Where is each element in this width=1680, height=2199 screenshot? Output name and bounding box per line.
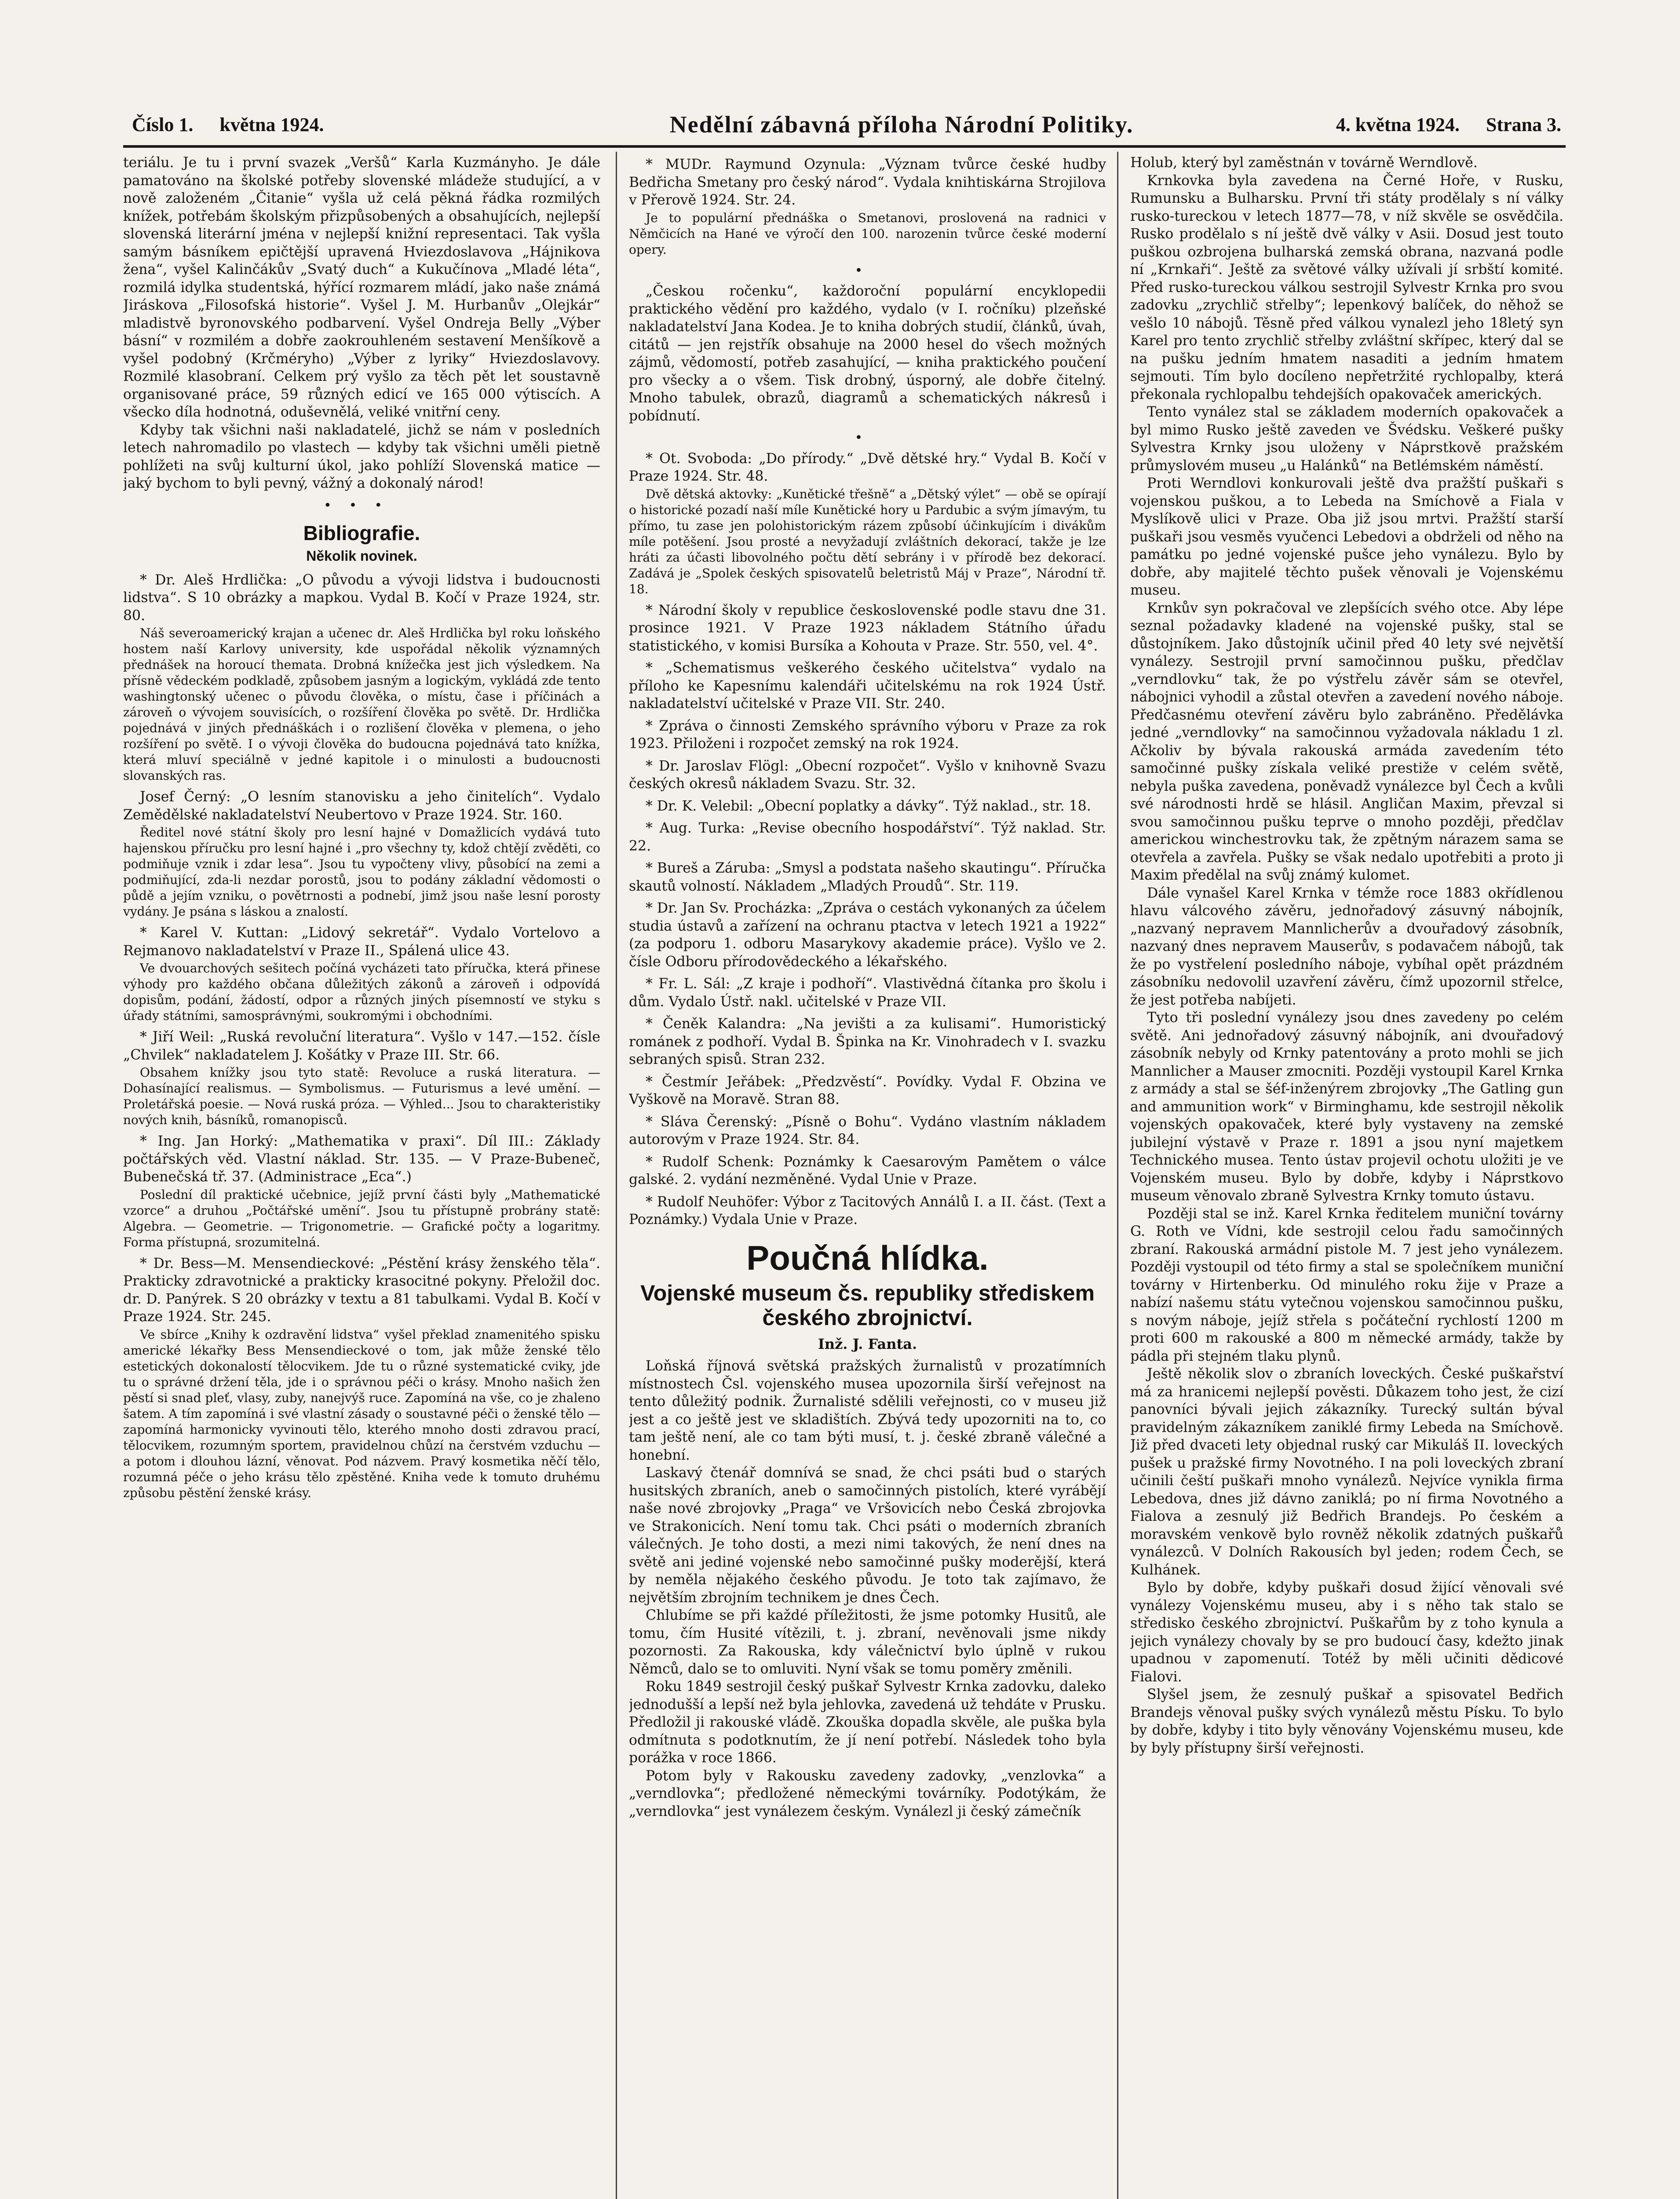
article-paragraph: Proti Werndlovi konkurovali ještě dva pražští puškaři s vojenskou puškou, a to Lebeda na Smíchově a Fiala v Myslíkově ulici v Praze. Oba již jsou mrtvi. Pražští starší puškaři jsou vesměs vyučenci Lebedovi a obdrželi od něho na památku po jedné vojenské pušce jeho vynálezu. Bylo by dobře, aby majitelé těchto pušek věnovali je Vojenskému museu. xyxy=(1130,475,1563,598)
bibliography-entry xyxy=(629,1153,1106,1189)
article-paragraph: Slyšel jsem, že zesnulý puškař a spisovatel Bedřich Brandejs věnoval pušky svých vynálezů městu Písku. To bylo by dobře, kdyby i tito byly věnovány Vojenskému museu, kde by byly přístupny širší veřejnosti. xyxy=(1130,1687,1563,1756)
entry-head: Josef Černý: „O lesním stanovisku a jeho činitelích“. Vydalo Zemědělské nakladatelství Neubertovo v Praze 1924. Str. 160. xyxy=(123,789,600,823)
article-paragraph: Chlubíme se při každé příležitosti, že jsme potomky Husitů, ale tomu, čím Husité vítězili, t. j. zbraní, nevěnovali jsme nikdy pozornosti. Za Rakouska, kdy válečnictví bylo úplně v rukou Němců, dalo se to omluviti. Nyní však se tomu poměry změnili. xyxy=(629,1607,1106,1677)
article-paragraph: Později stal se inž. Karel Krnka ředitelem muniční továrny G. Roth ve Vídni, kde sestrojil celou řadu samočinných zbraní. Rakouská armádní pistole M. 7 jest jeho vynálezem. Později vystoupil od této firmy a stal se společníkem muniční továrny v Hirtenberku. Od minulého roku žije v Praze a nabízí našemu státu vytečnou vojenskou samočinnou pušku, s novým náboje, jejíž střela s počáteční rychlostí 1200 m proti 600 m rakouské a 800 m německé armády, takže by pádla při stejném tlaku plynů. xyxy=(1130,1205,1563,1364)
separator-dot: • xyxy=(855,263,880,278)
article-paragraph: Krnkovka byla zavedena na Černé Hoře, v Rusku, Rumunsku a Bulharsku. První tři státy prodělaly s ní války rusko-tureckou v letech 1877—78, v níž skvěle se osvědčila. Rusko prodělalo s ní ještě dvě války v Asii. Dosud jest touto puškou ozbrojena bulharská zemská obrana, nazvaná podle ní „Krnkaři“. Ještě za světové války užívali jí srbští komité. Před rusko-tureckou válkou sestrojil Sylvestr Krnka pro svou zadovku „zrychlič střelby“; lepenkový balíček, do něhož se vešlo 10 nábojů. Těsně před válkou vynalezl jeho 18letý syn Karel pro tento zrychlič střelby zvláštní skřípec, který dal se na pušku jedním hmatem nasaditi a jedním hmatem sejmouti. Tím bylo docíleno nepřetržité rychlopalby, která překonala rychlopalbu tehdejších opakovaček amerických. xyxy=(1130,172,1563,402)
bibliography-entry xyxy=(629,1073,1106,1109)
entry-head: * Dr. Aleš Hrdlička: „O původu a vývoji lidstva i budoucnosti lidstva“. S 10 obrázky a mapkou. Vydal B. Kočí v Praze 1924, str. 80. xyxy=(123,572,600,624)
separator-dot: • xyxy=(855,430,880,446)
header-rule xyxy=(123,145,1566,148)
entry-note: Ve sbírce „Knihy k ozdravění lidstva“ vyšel překlad znamenitého spisku americké lékařky Bess Mensendieckové o tom, jak může ženské tělo estetických dokonalostí tělocvikem. Jde tu o různé systematické cviky, jde tu o správné držení těla, jde i o správnou péči o krásy. Mnoho našich žen pěstí si snad pleť, vlasy, zuby, nanejvýš ruce. Zapomíná na vše, co je zhaleno šatem. A tím zapomíná i své vlastní zásady o soustavné péči o ženské tělo — zapomíná harmonicky vyvinouti tělo, kterého mnoho dosti zdravou prací, tělocvikem, rozumným sportem, pravidelnou chůzí na čerstvém vzduchu — a potom i dlouhou lázní, věnovat. Pod názvem. Pravý kosmetika něčí tělo, rozumná péče o jeho krásu tělo zpěstěné. Kniha vede k tomuto druhému způsobu pěstění ženské krásy. xyxy=(123,1327,600,1500)
section-heading: Poučná hlídka. xyxy=(746,1238,989,1277)
column-3 xyxy=(1130,154,1563,2199)
section-title: Bibliografie. xyxy=(303,522,420,544)
bibliography-entry xyxy=(629,899,1106,971)
article-byline: Inž. J. Fanta. xyxy=(818,1335,917,1352)
bibliography-entry xyxy=(629,975,1106,1011)
bibliography-entry xyxy=(123,1028,600,1128)
entry-head: * Sláva Čerenský: „Písně o Bohu“. Vydáno vlastním nákladem autorovým v Praze 1924. Str. 84. xyxy=(629,1114,1106,1147)
separator-dots: ••• xyxy=(323,497,400,513)
entry-head: * Čestmír Jeřábek: „Předzvěstí“. Povídky. Vydal F. Obzina ve Vyškově na Moravě. Stran 88. xyxy=(629,1074,1106,1107)
issue-number: Číslo 1. xyxy=(132,114,194,135)
page-header xyxy=(132,113,1561,147)
article-paragraph: Krnkův syn pokračoval ve zlepšících svého otce. Aby lépe seznal požadavky kladené na vojenské pušky, stal se důstojníkem. Jako důstojník učinil před 40 lety své největší vynálezy. Sestrojil první samočinnou pušku, předčlav „verndlovku“ tak, že po výstřelu závěr sám se otevřel, nábojnici vyhodil a zůstal otevřen a zavedení nového náboje. Předčasnému otevření závěru bylo zabráněno. Předělávka jedné „verndlovky“ na samočinnou vyžadovala nákladu 1 zl. Ačkoliv by bývala rakouská armáda zavedením této samočinné pušky získala veliké prestiže v celém světě, nebyla puška zavedena, poněvadž vynálezce byl Čech a kvůli své národnosti hrdě se hlásil. Angličan Maxim, převzal si svou samočinnou pušku teprve o mnoho později, předčlav americkou winchestrovku tak, že zpětným nárazem sama se otevřela a zavřela. Pušky se však nedalo upotřebiti a proto ji Maxim předělal na svůj známý kulomet. xyxy=(1130,600,1563,883)
article-paragraph: Potom byly v Rakousku zavedeny zadovky, „venzlovka“ a „verndlovka“; předložené německými továrníky. Podotýkám, že „verndlovka“ jest vynálezem českým. Vynálezl ji český zámečník xyxy=(629,1768,1106,1819)
bibliography-entry xyxy=(629,282,1106,425)
entry-head: * Aug. Turka: „Revise obecního hospodářství“. Týž naklad. Str. 22. xyxy=(629,820,1106,854)
article-paragraph: Roku 1849 sestrojil český puškař Sylvestr Krnka zadovku, daleko jednodušší a lepší než byla jehlovka, zavedená už tehdáte v Prusku. Předložil ji rakouské vládě. Zkouška dopadla skvěle, ale puška byla odmítnuta s podotknutím, že jí není potřebí. Následek toho byla porážka v roce 1866. xyxy=(629,1679,1106,1766)
entry-head: * Národní školy v republice československé podle stavu dne 31. prosince 1921. V Praze 1923 nákladem Státního úřadu statistického, v komisi Bursíka a Kohouta v Praze. Str. 550, vel. 4°. xyxy=(629,602,1106,654)
article-title: Vojenské museum čs. republiky střediskem českého zbrojnictví. xyxy=(640,1280,1095,1330)
section-subtitle: Několik novinek. xyxy=(306,548,417,564)
entry-note: Ředitel nové státní školy pro lesní hajné v Domažlicích vydává tuto hajenskou příručku pro lesní hajné i „pro všechny ty, kdož chtějí zvěděti, co podmiňuje vznik i zdar lesa“. Jsou tu vypočteny vlivy, působící na zemi a podmiňující, zda-li nezdar porostů, jsou to podány základní vědomosti o půdě a jejím vzniku, o povětrnosti a podnebí, jimž jsou naše lesní porosty vydány. Je psána s láskou a znalostí. xyxy=(123,825,600,919)
entry-note: Obsahem knížky jsou tyto statě: Revoluce a ruská literatura. — Dohasínající realismus. — Symbolismus. — Futurismus a levé umění. — Proletářská poesie. — Nová ruská próza. — Výhled... Jsou to charakteristiky nových knih, básníků, romanopisců. xyxy=(123,1065,600,1127)
article-paragraph: Bylo by dobře, kdyby puškaři dosud žijící věnovali své vynálezy Vojenskému museu, aby i s něho tak stalo se středisko českého zbrojnictví. Puškařům by z toho kynula a jejich vynálezy chovaly by se pro budoucí časy, kdežto jinak upadnou v zapomenutí. Totéž by měli učiniti dědicové Fialovi. xyxy=(1130,1580,1563,1685)
article-paragraph: Loňská říjnová světská pražských žurnalistů v prozatímních místnostech Čsl. vojenského musea upozornila širší veřejnost na tento důležitý podnik. Žurnalisté sdělili veřejnosti, co v museu již jest a co ještě jest ve skladištích. Zbývá tedy upozorniti na to, co tam ještě není, ale co tam býti musí, t. j. české zbraně válečné a honební. xyxy=(629,1358,1106,1463)
bibliography-entry xyxy=(629,602,1106,655)
article-paragraph: Tento vynález stal se základem moderních opakovaček a byl mimo Rusko ještě zaveden ve Švédsku. Veškeré pušky Sylvestra Krnky jsou uloženy v Náprstkově pražském průmyslovém museu „u Halánků“ na Betlémském náměstí. xyxy=(1130,404,1563,474)
entry-head: * Dr. Bess—M. Mensendieckové: „Péstění krásy ženského těla“. Prakticky zdravotnické a prakticky krasocitné pokyny. Přeložil doc. dr. D. Panýrek. S 20 obrázky v textu a 81 tabulkami. Vydal B. Kočí v Praze 1924. Str. 245. xyxy=(123,1255,600,1325)
supplement-title: Nedělní zábavná příloha Národní Politiky. xyxy=(669,111,1134,138)
header-date-left: května 1924. xyxy=(219,114,324,135)
bibliography-entry xyxy=(123,924,600,1024)
bibliography-entry xyxy=(629,717,1106,753)
entry-note: Je to populární přednáška o Smetanovi, proslovená na radnici v Němčicích na Hané ve výročí den 100. narozenin tvůrce české moderní opery. xyxy=(629,210,1106,257)
bibliography-entry xyxy=(629,1193,1106,1229)
bibliography-entry xyxy=(123,1132,600,1250)
column-2 xyxy=(629,154,1106,2199)
bibliography-entry xyxy=(629,797,1106,815)
bibliography-entry xyxy=(123,571,600,784)
entry-note: Poslední díl praktické učebnice, jejíž první části byly „Mathematické vzorce“ a druhou „Počtářské umění“. Jsou tu přístupně probrány statě: Algebra. — Geometrie. — Trigonometrie. — Grafické počty a logaritmy. Forma přístupná, srozumitelná. xyxy=(123,1187,600,1249)
entry-head: * Dr. Jaroslav Flögl: „Obecní rozpočet“. Vyšlo v knihovně Svazu českých okresů nákladem Svazu. Str. 32. xyxy=(629,758,1106,792)
bibliography-entry xyxy=(123,788,600,920)
entry-note: Ve dvouarchových sešitech počíná vycházeti tato příručka, která přinese výhody pro každého občana důležitých zákonů a zároveň i odpovídá dopisům, podání, žádostí, odpor a různých jiných písemností ve styku s úřady státními, samosprávnými, soukromými i obchodními. xyxy=(123,961,600,1023)
column-1 xyxy=(123,154,600,2199)
entry-note: Dvě dětská aktovky: „Kunětické třešně“ a „Dětský výlet“ — obě se opírají o historické pozadí naší míle Kunětické hory u Pardubic a svým jímavým, tu přímo, tu zase jen polohistorickým rázem způsobí účinkujícím i divákům míle potěšení. Jsou prosté a nevyžadují zvláštních dekorací, takže je lze hráti za účasti libovolného počtu dětí sebrány i v přírodě bez dekorací. Zadává je „Spolek českých spisovatelů beletristů Máj v Praze“, Národní tř. 18. xyxy=(629,486,1106,596)
entry-head: * Dr. K. Velebil: „Obecní poplatky a dávky“. Týž naklad., str. 18. xyxy=(646,798,1091,814)
bibliography-entry xyxy=(629,1015,1106,1069)
bibliography-entry xyxy=(629,819,1106,855)
paragraph: teriálu. Je tu i první svazek „Veršů“ Karla Kuzmányho. Je dále pamatováno na školské potřeby slovenské mládeže studující, a v nově založeném „Čitanie“ vyšla už celá pěkná řádka rozmilých knížek, potřebám školským přizpůsobených a obsahujících, nejlepší slovenská literární jména v nejlepší knižní representaci. Tak vyšla samým básníkem epičtější upravená Hviezdoslavova „Hájnikova žena“, vyšel Kalinčákův „Svatý duch“ a Kukučínova „Mladé léta“, rozmilá idylka studentská, hýřící rozmarem mládí, jako naše známá Jiráskova „Filosofská historie“. Vyšel J. M. Hurbanův „Olejkár“ mladistvě byronovského podbarvení. Vyšel Ondreja Belly „Výber básní“ v rozmilém a dobře zaokrouhleném sestavení Menšíkově a vyšel podobný (Krčméryho) „Výber z lyriky“ Hviezdoslavovy. Rozmilé klasobraní. Celkem prý vyšlo za těch pět let soustavně organisované práce, 59 různých edicí ve 165 000 výtiscích. A všecko díla hodnotná, oduševnělá, veliké vnitřní ceny. xyxy=(123,155,600,420)
column-divider xyxy=(616,152,617,2199)
entry-head: * Rudolf Schenk: Poznámky k Caesarovým Pamětem o válce galské. 2. vydání nezměněné. Vydal Unie v Praze. xyxy=(629,1154,1106,1187)
bibliography-entry xyxy=(123,1255,600,1501)
column-divider xyxy=(1117,152,1118,2199)
article-paragraph: Holub, který byl zaměstnán v továrně Werndlově. xyxy=(1130,155,1478,171)
entry-head: * Zpráva o činnosti Zemského správního výboru v Praze za rok 1923. Přiloženi i rozpočet zemský na rok 1924. xyxy=(629,718,1106,752)
article-paragraph: Tyto tři poslední vynálezy jsou dnes zavedeny po celém světě. Ani jednořadový zásuvný nábojník, ani dvouřadový zásobník nebyly od Krnky patentovány a proto mohli se jich Mannlicher a Mauser zmocniti. Později vystoupil Karel Krnka z armády a stal se šéf-inženýrem zbrojovky „The Gatling gun and ammunition work“ v Birminghamu, kde sestrojil několik vojenských opakovaček, které byly vystaveny na zemské jubilejní výstavě v Praze r. 1891 a jsou nyní majetkem Technického musea. Tento ústav projevil ochotu uložiti je ve Vojenském museu. Bylo by dobře, kdyby i Náprstkovo museum věnovalo zbraně Sylvestra Krnky tomuto ústavu. xyxy=(1130,1010,1563,1204)
header-right xyxy=(1310,113,1561,136)
entry-head: * Bureš a Záruba: „Smysl a podstata našeho skautingu“. Příručka skautů volností. Nákladem „Mladých Proudů“. Str. 119. xyxy=(629,860,1106,894)
entry-head: * MUDr. Raymund Ozynula: „Význam tvůrce české hudby Bedřicha Smetany pro český národ“. Vydala knihtiskárna Strojilova v Přerově 1924. Str. 24. xyxy=(629,157,1106,208)
page-number: Strana 3. xyxy=(1486,114,1561,135)
bibliography-entry xyxy=(629,1113,1106,1149)
entry-head: * Rudolf Neuhöfer: Výbor z Tacitových Annálů I. a II. část. (Text a Poznámky.) Vydala Unie v Praze. xyxy=(629,1194,1106,1227)
entry-head: * „Schematismus veškerého českého učitelstva“ vydalo na příloho ke Kapesnímu kalendáři učitelskému na rok 1924 Ústř. nakladatelství učitelské v Praze VII. Str. 240. xyxy=(629,660,1106,712)
bibliography-entry xyxy=(629,156,1106,258)
entry-head: * Jiří Weil: „Ruská revoluční literatura“. Vyšlo v 147.—152. čísle „Chvilek“ nakladatelem J. Košátky v Praze III. Str. 66. xyxy=(123,1029,600,1063)
bibliography-entry xyxy=(629,659,1106,713)
paragraph: Kdyby tak všichni naši nakladatelé, jichž se nám v posledních letech nahromadilo po vlastech — kdyby tak všichni uměli pietně pohlížeti na svůj kulturní úkol, jako pohlíží Slovenská matice — jaký bychom to byli pevný, vážný a dokonalý národ! xyxy=(123,422,600,491)
bibliography-entry xyxy=(629,450,1106,597)
article-paragraph: Ještě několik slov o zbraních loveckých. České puškařství má za hranicemi nejlepší pověsti. Důkazem toho jest, že cizí panovníci bývali jejich zákazníky. Turecký sultán býval pravidelným zákazníkem zaniklé firmy Lebeda na Smíchově. Již před dvaceti lety objednal ruský car Mikuláš II. loveckých pušek u pražské firmy Novotného. I na poli loveckých zbraní učinili čeští puškaři mnoho vynálezů. Nejvíce vynikla firma Lebedova, dnes již dávno zaniklá; po ní firma Novotného a Fialova a zesnulý již Bedřich Brandejs. Po českém a moravském venkově bylo rovněž několik zdatných puškařů vynálezců. V Dolních Rakousích byl jeden; rodem Čech, se Kulhánek. xyxy=(1130,1366,1563,1578)
bibliography-entry xyxy=(629,859,1106,895)
entry-head: * Ing. Jan Horký: „Mathematika v praxi“. Díl III.: Základy počtářských věd. Vlastní náklad. Str. 135. — V Praze-Bubeneč, Bubenečská tř. 37. (Administrace „Eca“.) xyxy=(123,1133,600,1185)
header-left xyxy=(132,113,350,136)
article-paragraph: Dále vynašel Karel Krnka v témže roce 1883 okřídlenou hlavu válcového závěru, jednořadový zásuvný nábojník, „nazvaný nepravem Mannlicherův a dvouřadový zásobník, nazvaný dnes nepravem Mauserův, s podavačem nábojů, tak že po vystřelení posledního náboje, vybíhal opět prázdném zásobníku nedovolil uzavření závěru, čímž upozornil střelce, že jest potřeba nabíjeti. xyxy=(1130,885,1563,1008)
entry-note: Náš severoamerický krajan a učenec dr. Aleš Hrdlička byl roku loňského hostem naší Karlovy university, kde uspořádal několik významných přednášek na horoucí themata. Drobná knížečka jest jich výsledkem. Na přísně vědeckém podkladě, způsobem jasným a logickým, vykládá zde tento washingtonský učenec o původu člověka, o místu, čase i příčinách a zároveň o vývojem souvisících, o rozšíření člověka po světě. Dr. Hrdlička pojednává v jiných přednáškách i o rozlišení člověka v plemena, o jeho rozšíření po světě. I o vývoji člověka do budoucna pojednává tato knížka, která mluví speciálně v jedné kapitole i o minulosti a budoucnosti slovanských ras. xyxy=(123,626,600,783)
entry-head: * Fr. L. Sál: „Z kraje i podhoří“. Vlastivědná čítanka pro školu i dům. Vydalo Ústř. nakl. učitelské v Praze VII. xyxy=(629,976,1106,1010)
entry-head: „Českou ročenku“, každoroční populární encyklopedii praktického vědění pro každého, vydalo (v I. ročníku) plzeňské nakladatelství Jana Kodea. Je to kniha dobrých studií, článků, úvah, citátů — jen rejstřík obsahuje na 2000 hesel do všech možných zájmů, vědomostí, potřeb zasahující, — kniha praktického poučení pro všecky a o všem. Tisk drobný, úsporný, ale dobře čitelný. Mnoho tabulek, obrazů, diagramů a schematických nákresů i pobídnutí. xyxy=(629,283,1106,424)
article-paragraph: Laskavý čtenář domnívá se snad, že chci psáti bud o starých husitských zbraních, aneb o samočinných pistolích, které vyrábějí naše nové zbrojovky „Praga“ ve Vršovicích nebo Česká zbrojovka ve Strakonicích. Není tomu tak. Chci psáti o moderních zbraních válečných. Je toho dosti, a mezi nimi takových, že není dnes na světě ani jediné vojenské nebo samočinné pušky moderější, která by neměla nějakého českého původu. Je toto tak zajímavo, že největším zbrojním technikem je dnes Čech. xyxy=(629,1465,1106,1606)
entry-head: * Karel V. Kuttan: „Lidový sekretář“. Vydalo Vortelovo a Rejmanovo nakladatelství v Praze II., Spálená ulice 43. xyxy=(123,925,600,959)
bibliography-entry xyxy=(629,757,1106,793)
header-date-right: 4. května 1924. xyxy=(1336,114,1460,135)
entry-head: * Čeněk Kalandra: „Na jevišti a za kulisami“. Humoristický románek z podhoří. Vydal B. Špinka na Kr. Vinohradech v I. svazku sebraných spisů. Stran 232. xyxy=(629,1016,1106,1067)
entry-head: * Dr. Jan Sv. Procházka: „Zpráva o cestách vykonaných za účelem studia ústavů a zařízení na ochranu ptactva v letech 1921 a 1922“ (za podporu 1. odboru Masarykovy akademie práce). Vyšlo ve 2. čísle Odboru přírodovědeckého a lékařského. xyxy=(629,900,1106,970)
entry-head: * Ot. Svoboda: „Do přírody.“ „Dvě dětské hry.“ Vydal B. Kočí v Praze 1924. Str. 48. xyxy=(629,450,1106,484)
